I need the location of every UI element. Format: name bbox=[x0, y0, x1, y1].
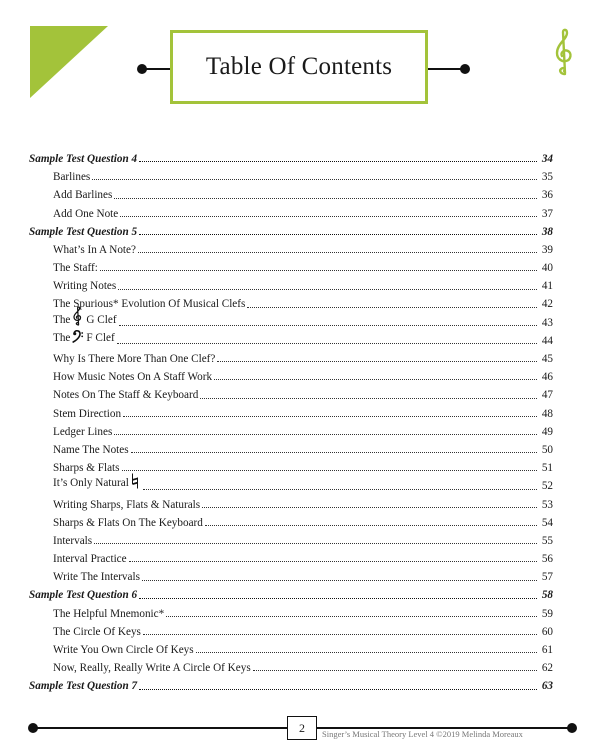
toc-page-number: 43 bbox=[541, 316, 553, 329]
toc-page-number: 39 bbox=[541, 243, 553, 256]
header-rule-right bbox=[428, 68, 464, 70]
toc-page-number: 56 bbox=[541, 553, 553, 566]
toc-entry-label: Name The Notes bbox=[53, 443, 129, 456]
toc-section-row[interactable] bbox=[29, 584, 553, 602]
toc-page-number: 42 bbox=[541, 298, 553, 311]
dot-leader bbox=[166, 616, 537, 617]
toc-page-number: 46 bbox=[541, 371, 553, 384]
toc-entry-label: The Circle Of Keys bbox=[53, 625, 141, 638]
toc-page-number: 35 bbox=[541, 171, 553, 184]
toc-item-row[interactable] bbox=[29, 511, 553, 529]
toc-page-number: 38 bbox=[541, 225, 553, 238]
toc-entry-label: Add Barlines bbox=[53, 189, 113, 202]
treble-clef-icon bbox=[72, 306, 84, 329]
toc-page-number: 61 bbox=[541, 644, 553, 657]
table-of-contents bbox=[29, 147, 553, 693]
toc-entry-label: The Staff: bbox=[53, 262, 98, 275]
toc-page-number: 55 bbox=[541, 534, 553, 547]
toc-entry-label-before: The bbox=[53, 313, 71, 326]
dot-leader bbox=[92, 179, 537, 180]
toc-entry-label: Writing Notes bbox=[53, 280, 117, 293]
toc-item-row[interactable] bbox=[29, 311, 553, 329]
toc-page-number: 49 bbox=[541, 425, 553, 438]
dot-leader bbox=[117, 343, 537, 344]
toc-item-row[interactable] bbox=[29, 493, 553, 511]
toc-entry-label: Add One Note bbox=[53, 207, 119, 220]
toc-entry-label: Write The Intervals bbox=[53, 571, 140, 584]
toc-entry-label-after: F Clef bbox=[86, 331, 115, 344]
toc-page-number: 60 bbox=[541, 625, 553, 638]
toc-entry-label: Barlines bbox=[53, 171, 91, 184]
toc-entry-label bbox=[29, 306, 119, 329]
dot-leader bbox=[217, 361, 537, 362]
dot-leader bbox=[139, 689, 537, 690]
toc-section-row[interactable] bbox=[29, 674, 553, 692]
dot-leader bbox=[119, 325, 537, 326]
dot-leader bbox=[200, 398, 537, 399]
header-rule-left-dot bbox=[137, 64, 147, 74]
toc-item-row[interactable] bbox=[29, 474, 553, 492]
toc-page-number: 34 bbox=[541, 152, 553, 165]
toc-entry-label-after: G Clef bbox=[86, 313, 117, 326]
dot-leader bbox=[139, 234, 537, 235]
dot-leader bbox=[196, 652, 537, 653]
toc-entry-label bbox=[29, 473, 143, 492]
treble-clef-logo-icon bbox=[553, 28, 575, 76]
toc-entry-label: What’s In A Note? bbox=[53, 243, 136, 256]
toc-item-row[interactable] bbox=[29, 529, 553, 547]
footer-rule-left-dot bbox=[28, 723, 38, 733]
dot-leader bbox=[129, 561, 537, 562]
toc-page-number: 44 bbox=[541, 334, 553, 347]
toc-page-number: 62 bbox=[541, 662, 553, 675]
toc-page-number: 48 bbox=[541, 407, 553, 420]
toc-item-row[interactable] bbox=[29, 365, 553, 383]
dot-leader bbox=[122, 470, 537, 471]
dot-leader bbox=[138, 252, 537, 253]
toc-entry-label: Why Is There More Than One Clef? bbox=[53, 353, 216, 366]
toc-entry-label: Sample Test Question 5 bbox=[29, 225, 138, 238]
natural-sign-icon bbox=[131, 473, 139, 492]
header-rule-right-dot bbox=[460, 64, 470, 74]
dot-leader bbox=[143, 634, 537, 635]
toc-page-number: 63 bbox=[541, 680, 553, 693]
toc-page-number: 54 bbox=[541, 516, 553, 529]
dot-leader bbox=[247, 307, 537, 308]
dot-leader bbox=[114, 198, 537, 199]
dot-leader bbox=[139, 161, 537, 162]
toc-page-number: 52 bbox=[541, 480, 553, 493]
toc-entry-label: Now, Really, Really Write A Circle Of Keys bbox=[53, 662, 251, 675]
toc-entry-label: Sample Test Question 4 bbox=[29, 152, 138, 165]
toc-page-number: 50 bbox=[541, 443, 553, 456]
toc-item-row[interactable] bbox=[29, 165, 553, 183]
dot-leader bbox=[214, 379, 537, 380]
toc-page-number: 37 bbox=[541, 207, 553, 220]
toc-entry-label: Sharps & Flats bbox=[53, 462, 120, 475]
toc-item-row[interactable] bbox=[29, 620, 553, 638]
toc-item-row[interactable] bbox=[29, 329, 553, 347]
toc-entry-label bbox=[29, 330, 117, 347]
toc-item-row[interactable] bbox=[29, 438, 553, 456]
dot-leader bbox=[131, 452, 537, 453]
toc-section-row[interactable] bbox=[29, 220, 553, 238]
page-title: Table Of Contents bbox=[205, 53, 393, 80]
page-number: 2 bbox=[287, 716, 317, 740]
toc-item-row[interactable] bbox=[29, 256, 553, 274]
dot-leader bbox=[120, 216, 537, 217]
dot-leader bbox=[142, 580, 537, 581]
toc-page-number: 41 bbox=[541, 280, 553, 293]
dot-leader bbox=[114, 434, 537, 435]
toc-page-number: 51 bbox=[541, 462, 553, 475]
toc-item-row[interactable] bbox=[29, 274, 553, 292]
footer-rule-right-dot bbox=[567, 723, 577, 733]
toc-entry-label: Sample Test Question 6 bbox=[29, 589, 138, 602]
toc-item-row[interactable] bbox=[29, 602, 553, 620]
toc-item-row[interactable] bbox=[29, 383, 553, 401]
toc-entry-label: How Music Notes On A Staff Work bbox=[53, 371, 213, 384]
footer-rule-left bbox=[33, 727, 287, 729]
toc-page-number: 47 bbox=[541, 389, 553, 402]
dot-leader bbox=[100, 270, 537, 271]
title-box bbox=[170, 30, 428, 104]
toc-entry-label-before: It’s Only Natural bbox=[53, 477, 129, 490]
footer-credit: Singer’s Musical Theory Level 4 ©2019 Melinda Moreaux bbox=[322, 729, 523, 739]
toc-item-row[interactable] bbox=[29, 638, 553, 656]
toc-item-row[interactable] bbox=[29, 238, 553, 256]
toc-entry-label: Write You Own Circle Of Keys bbox=[53, 644, 194, 657]
toc-item-row[interactable] bbox=[29, 456, 553, 474]
dot-leader bbox=[143, 489, 537, 490]
toc-entry-label: Ledger Lines bbox=[53, 425, 113, 438]
toc-page-number: 58 bbox=[541, 589, 553, 602]
toc-entry-label: Stem Direction bbox=[53, 407, 122, 420]
toc-entry-label: Writing Sharps, Flats & Naturals bbox=[53, 498, 201, 511]
toc-page-number: 45 bbox=[541, 353, 553, 366]
toc-entry-label-before: The bbox=[53, 331, 71, 344]
dot-leader bbox=[94, 543, 537, 544]
dot-leader bbox=[118, 289, 537, 290]
toc-page-number: 53 bbox=[541, 498, 553, 511]
toc-item-row[interactable] bbox=[29, 420, 553, 438]
toc-item-row[interactable] bbox=[29, 347, 553, 365]
toc-entry-label: The Helpful Mnemonic* bbox=[53, 607, 165, 620]
dot-leader bbox=[139, 598, 537, 599]
toc-item-row[interactable] bbox=[29, 547, 553, 565]
dot-leader bbox=[205, 525, 537, 526]
toc-entry-label: Intervals bbox=[53, 534, 93, 547]
dot-leader bbox=[202, 507, 537, 508]
toc-entry-label: Notes On The Staff & Keyboard bbox=[53, 389, 199, 402]
toc-page-number: 36 bbox=[541, 189, 553, 202]
dot-leader bbox=[123, 416, 537, 417]
toc-item-row[interactable] bbox=[29, 402, 553, 420]
corner-triangle-decoration bbox=[30, 26, 108, 98]
toc-entry-label: Sample Test Question 7 bbox=[29, 680, 138, 693]
toc-entry-label: The Spurious* Evolution Of Musical Clefs bbox=[53, 298, 246, 311]
toc-item-row[interactable] bbox=[29, 202, 553, 220]
toc-page-number: 57 bbox=[541, 571, 553, 584]
toc-entry-label: Sharps & Flats On The Keyboard bbox=[53, 516, 203, 529]
toc-item-row[interactable] bbox=[29, 656, 553, 674]
toc-item-row[interactable] bbox=[29, 565, 553, 583]
toc-item-row[interactable] bbox=[29, 183, 553, 201]
toc-section-row[interactable] bbox=[29, 147, 553, 165]
toc-entry-label: Interval Practice bbox=[53, 553, 127, 566]
dot-leader bbox=[253, 670, 537, 671]
toc-page-number: 40 bbox=[541, 262, 553, 275]
bass-clef-icon bbox=[72, 330, 84, 347]
toc-page-number: 59 bbox=[541, 607, 553, 620]
